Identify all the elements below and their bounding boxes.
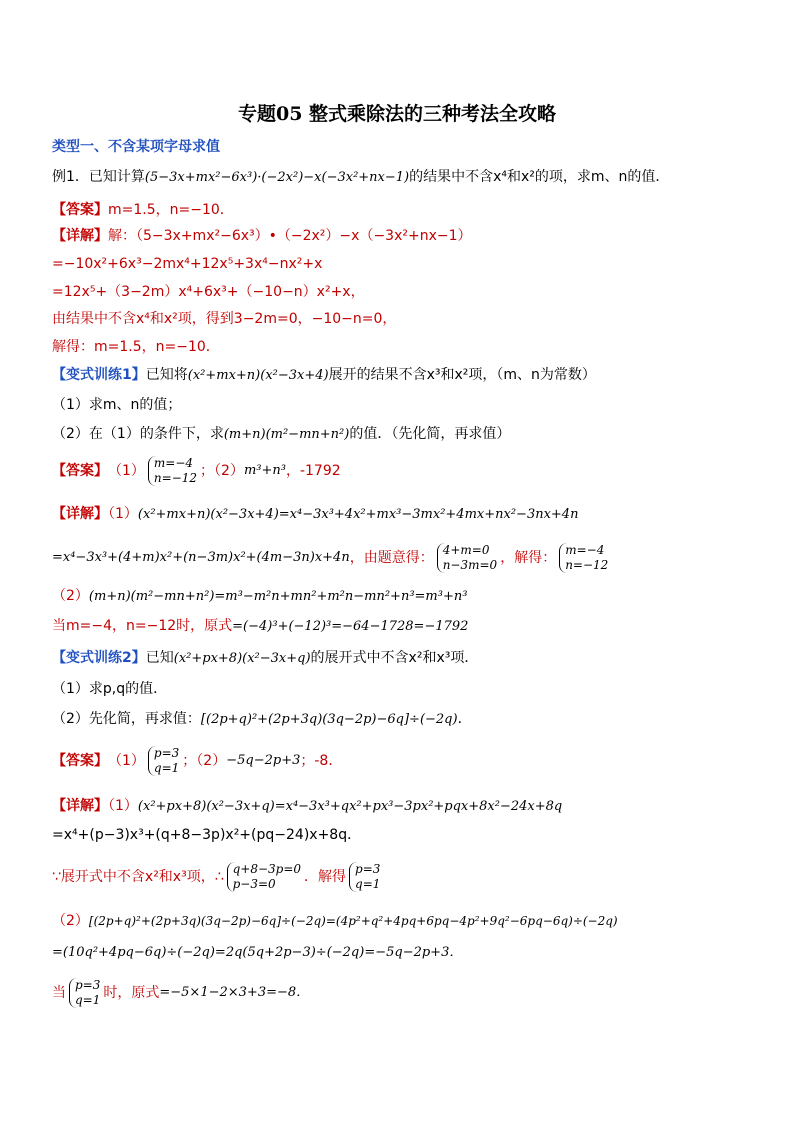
detail-text: ，由题意得： [349, 550, 434, 566]
example-1-detail-line [52, 227, 472, 245]
answer-equation-system [148, 746, 179, 776]
detail-expression: (x²+px+8)(x²−3x+q)=x⁴−3x³+qx²+px³−3px²+pqx+8x²−24x+8q [137, 799, 563, 814]
variant-2-part-2-expression: [(2p+q)²+(2p+3q)(3q−2p)−6q]÷(−2q) [200, 712, 458, 727]
variant-1-prompt-start: 已知将 [145, 367, 188, 383]
detail-label: 【详解】 [52, 798, 108, 814]
detail-label: 【详解】 [52, 506, 108, 522]
answer-label: 【答案】 [52, 202, 108, 218]
variant-2-part-2-end: ． [457, 711, 472, 727]
variant-2-detail-line: =x⁴+(p−3)x³+(q+8−3p)x²+(pq−24)x+8q． [52, 827, 362, 843]
system-bottom-equation: q=1 [355, 877, 381, 891]
answer-part-2-expression: −5q−2p+3 [226, 753, 301, 768]
answer-text: m=1.5，n=−10． [108, 202, 234, 218]
variant-1-detail-line [52, 617, 468, 636]
variant-1-part-1: （1）求m、n的值； [52, 397, 182, 413]
system-top-equation: 4+m=0 [442, 543, 490, 557]
answer-label: 【答案】 [52, 463, 108, 479]
example-1-prefix: 例1．已知计算 [52, 169, 145, 185]
condition-system [227, 862, 301, 892]
answer-part-2-value: ；-8． [300, 753, 343, 769]
answer-part-2-value: ，-1792 [285, 463, 341, 479]
variant-1-detail-line [52, 587, 467, 606]
answer-part-2-label: ；（2） [182, 753, 227, 769]
detail-text: ．解得 [304, 869, 347, 885]
detail-text: 时，原式 [103, 985, 160, 1001]
answer-label: 【答案】 [52, 753, 108, 769]
example-1-detail-line: 解得：m=1.5，n=−10． [52, 339, 220, 355]
example-1-expression: (5−3x+mx²−6x³)·(−2x²)−x(−3x²+nx−1) [144, 170, 410, 185]
condition-system [69, 978, 100, 1008]
variant-1-question [52, 366, 596, 385]
answer-equation-system [148, 456, 197, 486]
detail-text: 当m=−4，n=−12时，原式 [52, 618, 233, 634]
answer-part-2-expression: m³+n³ [243, 463, 286, 478]
variant-2-prompt-end: 的展开式中不含x²和x³项． [310, 650, 479, 666]
section-heading: 类型一、不含某项字母求值 [52, 139, 220, 155]
variant-1-detail-line [52, 543, 611, 573]
system-bottom-equation: q=1 [153, 761, 180, 775]
system-bottom-equation: q=1 [75, 993, 101, 1007]
detail-text: 解：（5−3x+mx²−6x³）•（−2x²）−x（−3x²+nx−1） [108, 228, 472, 244]
variant-2-part-2 [52, 710, 472, 729]
variant-1-part-2-expression: (m+n)(m²−mn+n²) [223, 427, 350, 442]
detail-part-label: （1） [108, 798, 138, 814]
variant-2-detail-line [52, 943, 462, 962]
variant-2-detail-line [52, 862, 383, 892]
variant-1-prompt-end: 展开的结果不含x³和x²项，（m、n为常数） [328, 367, 596, 383]
answer-part-2-label: ；（2） [200, 463, 244, 479]
detail-part-label: （2） [52, 588, 89, 604]
variant-2-detail-line [52, 978, 309, 1008]
detail-expression: [(2p+q)²+(2p+3q)(3q−2p)−6q]÷(−2q)=(4p²+q²+4pq+6pq−4p²+9q²−6pq−6q)÷(−2q) [88, 914, 618, 928]
variant-2-prompt-start: 已知 [145, 650, 174, 666]
system-top-equation: m=−4 [565, 543, 605, 557]
example-1-suffix: 的结果中不含x⁴和x²的项，求m、n的值． [409, 169, 670, 185]
detail-expression: =x⁴−3x³+(4+m)x²+(n−3m)x²+(4m−3n)x+4n [52, 550, 350, 565]
system-bottom-equation: n−3m=0 [442, 558, 498, 572]
variant-1-part-2 [52, 425, 510, 444]
variant-1-expression: (x²+mx+n)(x²−3x+4) [187, 368, 329, 383]
solution-system [559, 543, 608, 573]
detail-label: 【详解】 [52, 228, 108, 244]
variant-2-label: 【变式训练2】 [52, 650, 146, 666]
example-1-detail-line: 由结果中不含x⁴和x²项，得到3−2m=0，−10−n=0， [52, 311, 397, 327]
answer-part-1-label: （1） [108, 463, 145, 479]
detail-text: ，解得： [500, 550, 557, 566]
detail-text: ∵展开式中不含x²和x³项，∴ [52, 869, 224, 885]
detail-expression: (m+n)(m²−mn+n²)=m³−m²n+mn²+m²n−mn²+n³=m³+n³ [88, 589, 468, 604]
example-1-detail-line: =−10x²+6x³−2mx⁴+12x⁵+3x⁴−nx²+x [52, 256, 323, 272]
system-top-equation: p=3 [355, 862, 381, 876]
variant-1-answer [52, 456, 341, 486]
variant-2-answer [52, 746, 342, 776]
system-top-equation: q+8−3p=0 [232, 862, 302, 876]
detail-part-label: （1） [108, 506, 138, 522]
detail-text: 当 [52, 985, 66, 1001]
example-1-answer [52, 201, 234, 219]
solution-system [349, 862, 380, 892]
system-bottom-equation: n=−12 [565, 558, 609, 572]
variant-1-label: 【变式训练1】 [52, 367, 146, 383]
example-1-question [52, 168, 669, 187]
condition-system [437, 543, 498, 573]
detail-part-label: （2） [52, 913, 89, 929]
variant-2-part-1: （1）求p,q的值． [52, 681, 168, 697]
variant-2-detail-line [52, 912, 618, 930]
system-bottom-equation: p−3=0 [232, 877, 276, 891]
answer-part-1-label: （1） [108, 753, 145, 769]
variant-2-question [52, 649, 478, 668]
system-bottom-equation: n=−12 [153, 471, 198, 485]
system-top-equation: m=−4 [153, 456, 194, 470]
detail-expression: =−5×1−2×3+3=−8． [159, 985, 310, 1000]
variant-2-detail-line [52, 797, 562, 816]
system-top-equation: p=3 [75, 978, 101, 992]
variant-1-detail-line [52, 505, 578, 524]
system-top-equation: p=3 [153, 746, 180, 760]
variant-2-part-2-start: （2）先化简，再求值： [52, 711, 201, 727]
variant-2-expression: (x²+px+8)(x²−3x+q) [173, 651, 311, 666]
example-1-detail-line: =12x⁵+（3−2m）x⁴+6x³+（−10−n）x²+x， [52, 284, 365, 300]
detail-expression: =(10q²+4pq−6q)÷(−2q)=2q(5q+2p−3)÷(−2q)=−5q−2p+3． [52, 945, 463, 960]
page-title: 专题05 整式乘除法的三种考法全攻略 [237, 103, 557, 125]
detail-expression: (x²+mx+n)(x²−3x+4)=x⁴−3x³+4x²+mx³−3mx²+4mx+nx²−3nx+4n [137, 507, 579, 522]
detail-expression: =(−4)³+(−12)³=−64−1728=−1792 [232, 619, 469, 634]
variant-1-part-2-start: （2）在（1）的条件下，求 [52, 426, 224, 442]
variant-1-part-2-end: 的值．（先化简，再求值） [349, 426, 511, 442]
